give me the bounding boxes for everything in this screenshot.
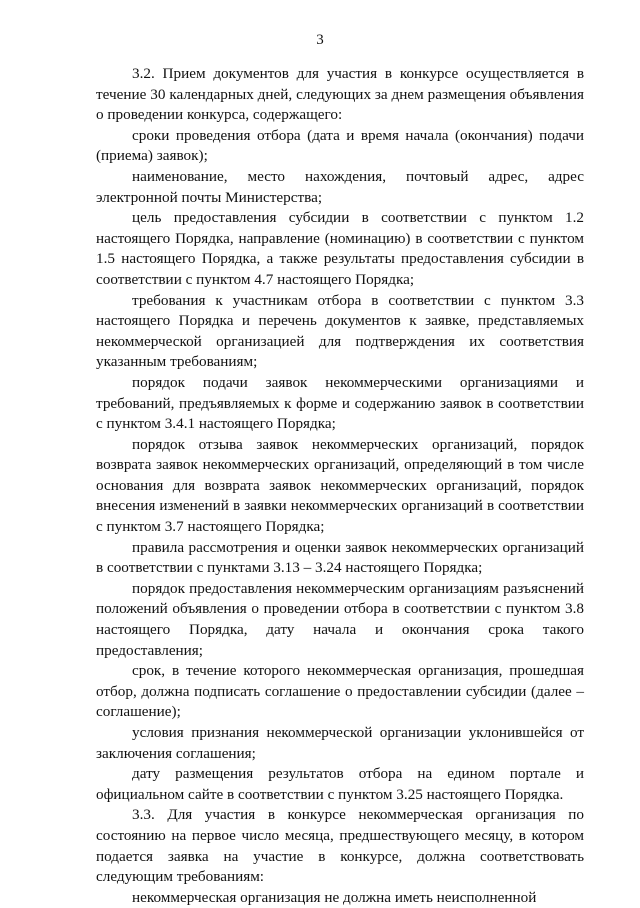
paragraph-agreement-term: срок, в течение которого некоммерческая организация, прошедшая отбор, должна подписать соглашение о предоставлении субсидии (далее – соглашение); xyxy=(96,662,584,721)
paragraph-requirements: требования к участникам отбора в соответствии с пунктом 3.3 настоящего Порядка и перечень документов к заявке, представляемых некоммерческой организацией для подтверждения их соответствия указанным требованиям; xyxy=(96,291,584,371)
paragraph-ministry-address: наименование, место нахождения, почтовый адрес, адрес электронной почты Министерства; xyxy=(96,167,584,206)
document-body xyxy=(96,64,584,908)
paragraph-submission-order: порядок подачи заявок некоммерческими организациями и требований, предъявляемых к форме и содержанию заявок в соответствии с пунктом 3.4.1 настоящего Порядка; xyxy=(96,373,584,433)
paragraph-3-2: 3.2. Прием документов для участия в конкурсе осуществляется в течение 30 календарных дней, следующих за днем размещения объявления о проведении конкурса, содержащего: xyxy=(96,65,584,124)
paragraph-3-3: 3.3. Для участия в конкурсе некоммерческая организация по состоянию на первое число месяца, предшествующего месяцу, в котором подается заявка на участие в конкурсе, должна соответствовать следующим требованиям: xyxy=(96,806,584,886)
paragraph-subsidy-goal: цель предоставления субсидии в соответствии с пунктом 1.2 настоящего Порядка, направление (номинацию) в соответствии с пунктом 1.5 настоящего Порядка, а также результаты предоставления субсидии в соответствии с пунктом 4.7 настоящего Порядка; xyxy=(96,209,584,288)
page-number: 3 xyxy=(316,32,324,48)
paragraph-evaluation-rules: правила рассмотрения и оценки заявок некоммерческих организаций в соответствии с пунктами 3.13 – 3.24 настоящего Порядка; xyxy=(96,538,584,577)
paragraph-withdrawal-order: порядок отзыва заявок некоммерческих организаций, порядок возврата заявок некоммерческих организаций, определяющий в том числе основания для возврата заявок некоммерческих организаций, порядок внесения изменений в заявки некоммерческих организаций в соответствии с пунктом 3.7 настоящего Порядка; xyxy=(96,435,584,536)
paragraph-results-date: дату размещения результатов отбора на едином портале и официальном сайте в соответствии с пунктом 3.25 настоящего Порядка. xyxy=(96,765,584,803)
paragraph-clarifications: порядок предоставления некоммерческим организациям разъяснений положений объявления о проведении отбора в соответствии с пунктом 3.8 настоящего Порядка, дату начала и окончания срока такого предоставления; xyxy=(96,579,584,659)
paragraph-evasion-conditions: условия признания некоммерческой организации уклонившейся от заключения соглашения; xyxy=(96,724,584,762)
paragraph-deadlines: сроки проведения отбора (дата и время начала (окончания) подачи (приема) заявок); xyxy=(96,126,584,165)
paragraph-no-debt: некоммерческая организация не должна иметь неисполненной xyxy=(132,888,537,906)
